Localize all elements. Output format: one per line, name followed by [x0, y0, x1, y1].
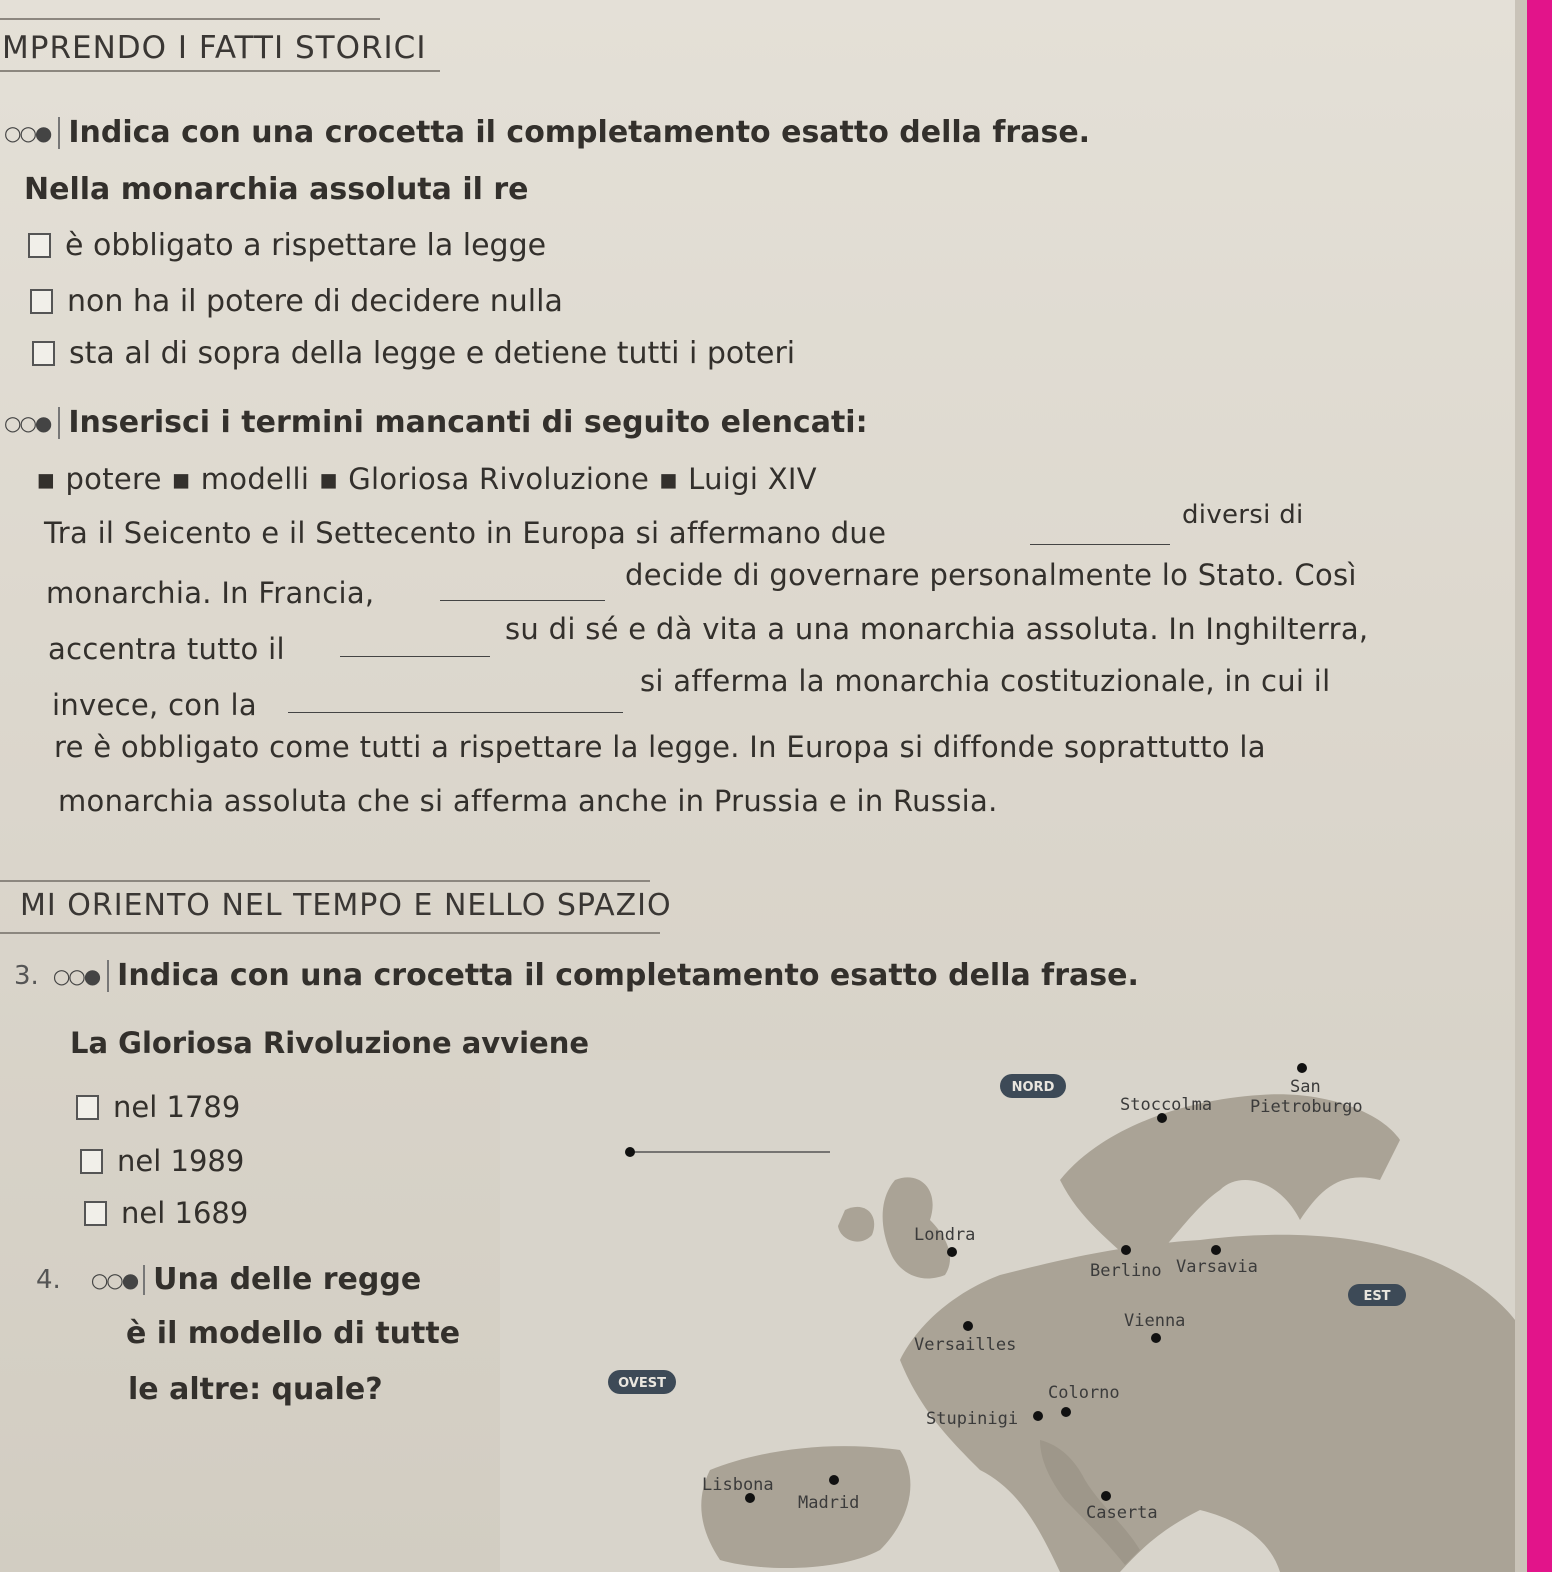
- checkbox[interactable]: [30, 289, 53, 314]
- exercise-4-question-line: le altre: quale?: [128, 1372, 383, 1407]
- exercise-number: 3.: [14, 960, 39, 991]
- city-label-berlino: Berlino: [1090, 1261, 1162, 1281]
- text-line: re è obbligato come tutti a rispettare la legge. In Europa si diffonde soprattutto la: [54, 730, 1266, 764]
- city-dot: [1033, 1411, 1043, 1421]
- fill-blank-3[interactable]: [340, 656, 490, 657]
- checkbox[interactable]: [32, 341, 55, 366]
- exercise-1-header: [4, 115, 1090, 150]
- page-edge-accent: [1515, 0, 1552, 1572]
- fill-blank-4[interactable]: [288, 712, 623, 713]
- compass-north: [1000, 1074, 1066, 1098]
- section-rule-top: [0, 880, 650, 882]
- compass-west: [608, 1370, 676, 1394]
- exercise-2-instruction: Inserisci i termini mancanti di seguito elencati:: [68, 405, 868, 440]
- exercise-3-header: [14, 958, 1139, 993]
- city-label-colorno: Colorno: [1048, 1383, 1120, 1403]
- exercise-3-instruction: Indica con una crocetta il completamento esatto della frase.: [117, 958, 1139, 993]
- city-label-stoccolma: Stoccolma: [1120, 1095, 1213, 1115]
- exercise-3-lead: La Gloriosa Rivoluzione avviene: [70, 1026, 590, 1060]
- text-line: monarchia. In Francia,: [46, 576, 375, 610]
- text-line: monarchia assoluta che si afferma anche in Prussia e in Russia.: [58, 784, 998, 818]
- north-label: NORD: [1011, 1080, 1055, 1095]
- option-label: nel 1689: [121, 1196, 249, 1230]
- city-label-san: San: [1290, 1077, 1321, 1097]
- east-label: EST: [1363, 1289, 1391, 1304]
- text-line: decide di governare personalmente lo Stato. Così: [625, 558, 1357, 592]
- difficulty-indicator: ○○●: [90, 1267, 138, 1292]
- west-label: OVEST: [618, 1376, 666, 1391]
- divider: [58, 117, 60, 149]
- city-label-varsavia: Varsavia: [1176, 1257, 1258, 1277]
- option-row[interactable]: [32, 336, 795, 371]
- city-dot: [1121, 1245, 1131, 1255]
- city-dot: [625, 1147, 635, 1157]
- city-dot: [1101, 1491, 1111, 1501]
- exercise-4-header: [36, 1262, 421, 1297]
- option-label: è obbligato a rispettare la legge: [65, 228, 547, 263]
- city-dot: [829, 1475, 839, 1485]
- section-title-1: MPRENDO I FATTI STORICI: [2, 30, 427, 66]
- city-label-madrid: Madrid: [798, 1493, 860, 1513]
- section-rule-bottom: [0, 70, 440, 72]
- city-dot: [1211, 1245, 1221, 1255]
- fill-blank-2[interactable]: [440, 600, 605, 601]
- text-line: si afferma la monarchia costituzionale, in cui il: [640, 664, 1331, 698]
- exercise-1-lead: Nella monarchia assoluta il re: [24, 172, 529, 207]
- exercise-number: 4.: [36, 1264, 61, 1295]
- text-line: diversi di: [1182, 500, 1304, 530]
- divider: [58, 407, 60, 439]
- text-line: invece, con la: [52, 688, 257, 722]
- city-label-londra: Londra: [914, 1225, 976, 1245]
- divider: [143, 1265, 145, 1295]
- option-row[interactable]: [30, 284, 563, 319]
- city-label-stupinigi: Stupinigi: [926, 1409, 1019, 1429]
- section-title-2: MI ORIENTO NEL TEMPO E NELLO SPAZIO: [20, 888, 672, 923]
- city-dot: [1297, 1063, 1307, 1073]
- section-rule-top: [0, 18, 380, 20]
- section-rule-bottom: [0, 932, 660, 934]
- divider: [107, 960, 109, 992]
- difficulty-indicator: ○○●: [4, 410, 51, 435]
- text-line: accentra tutto il: [48, 632, 285, 666]
- city-label-vienna: Vienna: [1124, 1311, 1186, 1331]
- option-label: non ha il potere di decidere nulla: [67, 284, 563, 319]
- checkbox[interactable]: [84, 1201, 107, 1226]
- option-label: sta al di sopra della legge e detiene tutti i poteri: [69, 336, 796, 371]
- option-label: nel 1789: [113, 1090, 241, 1124]
- city-label-pietroburgo: Pietroburgo: [1250, 1097, 1363, 1117]
- difficulty-indicator: ○○●: [52, 963, 100, 988]
- city-dot: [947, 1247, 957, 1257]
- city-label-caserta: Caserta: [1086, 1503, 1158, 1523]
- exercise-4-question-line: è il modello di tutte: [126, 1316, 461, 1351]
- city-dot: [1061, 1407, 1071, 1417]
- text-line: Tra il Seicento e il Settecento in Europa si affermano due: [44, 516, 887, 550]
- exercise-4-question-line: Una delle regge: [153, 1262, 422, 1297]
- option-row[interactable]: [84, 1196, 248, 1230]
- city-dot: [963, 1321, 973, 1331]
- europe-map: [500, 1060, 1515, 1572]
- city-label-lisbona: Lisbona: [702, 1475, 774, 1495]
- city-label-versailles: Versailles: [914, 1335, 1017, 1355]
- city-dot: [1151, 1333, 1161, 1343]
- difficulty-indicator: ○○●: [4, 120, 51, 145]
- text-line: su di sé e dà vita a una monarchia assoluta. In Inghilterra,: [505, 612, 1369, 646]
- fill-blank-1[interactable]: [1030, 544, 1170, 545]
- checkbox[interactable]: [80, 1149, 103, 1174]
- compass-east: [1348, 1284, 1406, 1306]
- option-row[interactable]: [76, 1090, 240, 1124]
- exercise-2-header: [4, 405, 868, 440]
- checkbox[interactable]: [76, 1095, 99, 1120]
- option-row[interactable]: [28, 228, 546, 263]
- checkbox[interactable]: [28, 233, 51, 258]
- terms-list: ▪ potere ▪ modelli ▪ Gloriosa Rivoluzione ▪ Luigi XIV: [36, 462, 817, 496]
- exercise-1-instruction: Indica con una crocetta il completamento esatto della frase.: [68, 115, 1091, 150]
- option-label: nel 1989: [117, 1144, 245, 1178]
- option-row[interactable]: [80, 1144, 244, 1178]
